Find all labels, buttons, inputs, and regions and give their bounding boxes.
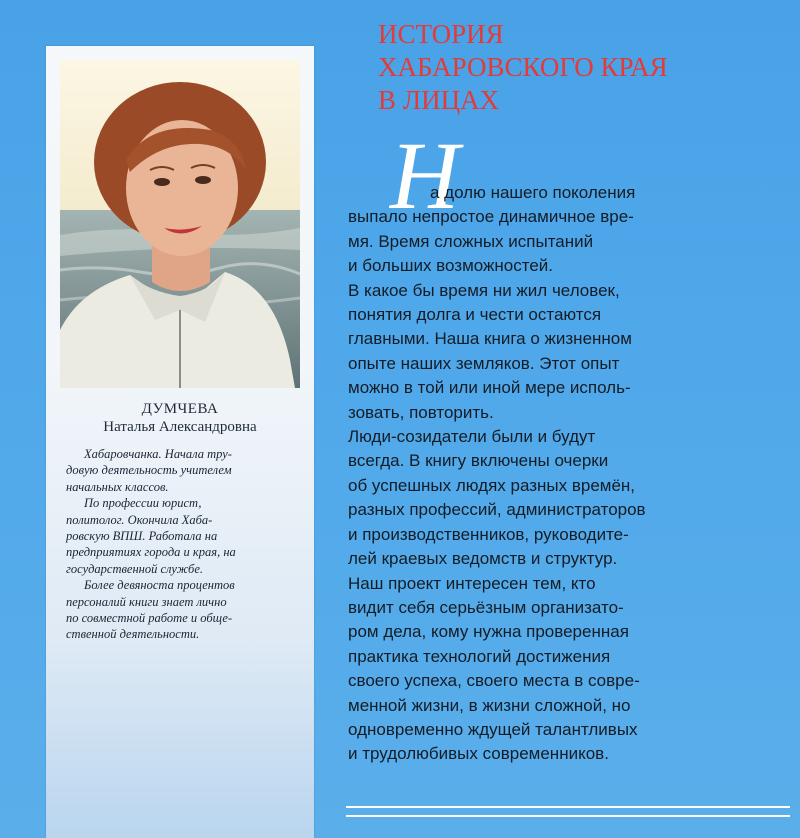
body-line: лей краевых ведомств и структур. xyxy=(348,549,618,569)
author-bio xyxy=(66,446,298,643)
body-line: видит себя серьёзным организато- xyxy=(348,597,624,617)
body-line: опыте наших земляков. Этот опыт xyxy=(348,353,620,373)
bio-paragraph xyxy=(66,495,298,577)
title-line: ХАБАРОВСКОГО КРАЯ xyxy=(378,52,668,82)
divider-line xyxy=(346,806,790,808)
bio-line: политолог. Окончила Хаба- xyxy=(66,512,213,527)
author-name: Наталья Александровна xyxy=(103,419,257,435)
body-line: зовать, повторить. xyxy=(348,402,494,422)
body-line: В какое бы время ни жил человек, xyxy=(348,280,620,300)
body-line: и производственников, руководите- xyxy=(348,524,629,544)
bio-paragraph xyxy=(66,577,298,643)
bio-line: Хабаровчанка. Начала тру- xyxy=(84,447,232,461)
body-text xyxy=(348,181,788,767)
body-line: понятия долга и чести остаются xyxy=(348,305,602,325)
body-line: своего успеха, своего места в совре- xyxy=(348,671,640,691)
author-photo xyxy=(60,60,300,388)
body-line: и трудолюбивых современников. xyxy=(348,744,609,764)
body-line: об успешных людях разных времён, xyxy=(348,475,636,495)
body-line: ром дела, кому нужна проверенная xyxy=(348,622,629,642)
bio-paragraph xyxy=(66,446,298,495)
body-line: практика технологий достижения xyxy=(348,646,611,666)
body-line: всегда. В книгу включены очерки xyxy=(348,451,609,471)
body-line: разных профессий, администраторов xyxy=(348,500,646,520)
bio-line: персоналий книги знает лично xyxy=(66,594,227,609)
body-line: главными. Наша книга о жизненном xyxy=(348,329,632,349)
page-title xyxy=(378,18,788,117)
body-line: мя. Время сложных испытаний xyxy=(348,231,594,251)
divider-line xyxy=(346,815,790,817)
bio-line: Более девяноста процентов xyxy=(84,578,235,593)
bio-line: довую деятельность учителем xyxy=(66,463,232,478)
bio-line: ровскую ВПШ. Работала на xyxy=(66,529,218,544)
body-line: Наш проект интересен тем, кто xyxy=(348,573,596,593)
bio-line: предприятиях города и края, на xyxy=(66,545,236,560)
author-surname: ДУМЧЕВА xyxy=(141,401,219,417)
body-line: а долю нашего поколения xyxy=(430,183,636,202)
title-line: В ЛИЦАХ xyxy=(378,85,500,115)
body-line: выпало непростое динамичное вре- xyxy=(348,207,634,227)
body-line: менной жизни, в жизни сложной, но xyxy=(348,695,631,715)
body-line: и больших возможностей. xyxy=(348,256,554,276)
bio-line: по совместной работе и обще- xyxy=(66,611,233,626)
title-line: ИСТОРИЯ xyxy=(378,19,504,49)
portrait-image xyxy=(60,60,300,388)
bio-line: начальных классов. xyxy=(66,479,169,494)
drop-cap: Н xyxy=(390,122,460,229)
bio-line: ственной деятельности. xyxy=(66,627,200,642)
bio-line: государственной службе. xyxy=(66,561,203,576)
body-line: можно в той или иной мере исполь- xyxy=(348,378,631,398)
body-line: Люди-созидатели были и будут xyxy=(348,427,596,447)
bio-line: По профессии юрист, xyxy=(84,496,202,511)
body-line: одновременно ждущей талантливых xyxy=(348,719,638,739)
